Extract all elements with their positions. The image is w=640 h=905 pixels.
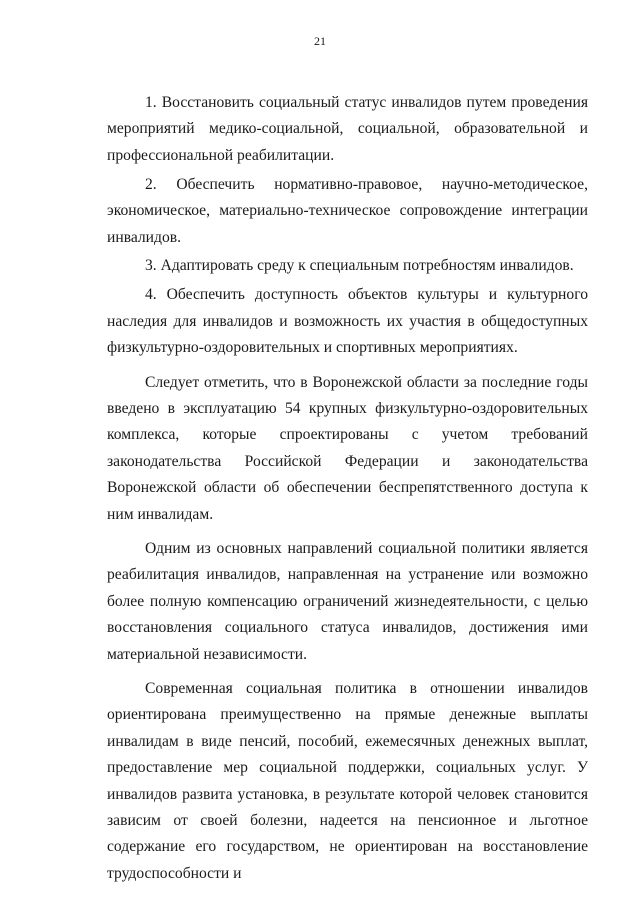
paragraph-rehabilitation: Одним из основных направлений социальной политики является реабилитация инвалидов, направленная на устранение или возможно более полную компенсацию ограничений жизнедеятельности, с целью восстановления социального статуса инвалидов, достижения ими материальной независимости. xyxy=(107,540,588,663)
page-number: 21 xyxy=(314,34,326,48)
paragraph-social-policy: Современная социальная политика в отношении инвалидов ориентирована преимущественно на прямые денежные выплаты инвалидам в виде пенсий, пособий, ежемесячных денежных выплат, предоставление мер социальной поддержки, социальных услуг. У инвалидов развита установка, в результате которой человек становится зависим от своей болезни, надеется на пенсионное и льготное содержание его государством, не ориентирован на восстановление трудоспособности и xyxy=(107,680,588,882)
page-body xyxy=(107,90,588,890)
paragraph-sports-complexes: Следует отметить, что в Воронежской области за последние годы введено в эксплуатацию 54 крупных физкультурно-оздоровительных комплекса, которые спроектированы с учетом требований законодательства Российской Федерации и законодательства Воронежской области об обеспечении беспрепятственного доступа к ним инвалидам. xyxy=(107,373,588,523)
paragraph-item-4: 4. Обеспечить доступность объектов культуры и культурного наследия для инвалидов и возможность их участия в общедоступных физкультурно-оздоровительных и спортивных мероприятиях. xyxy=(107,286,588,357)
paragraph-item-3: 3. Адаптировать среду к специальным потребностям инвалидов. xyxy=(145,257,574,275)
paragraph-item-2: 2. Обеспечить нормативно-правовое, научно-методическое, экономическое, материально-техническое сопровождение интеграции инвалидов. xyxy=(107,175,588,246)
paragraph-item-1: 1. Восстановить социальный статус инвалидов путем проведения мероприятий медико-социальной, социальной, образовательной и профессиональной реабилитации. xyxy=(107,94,588,164)
